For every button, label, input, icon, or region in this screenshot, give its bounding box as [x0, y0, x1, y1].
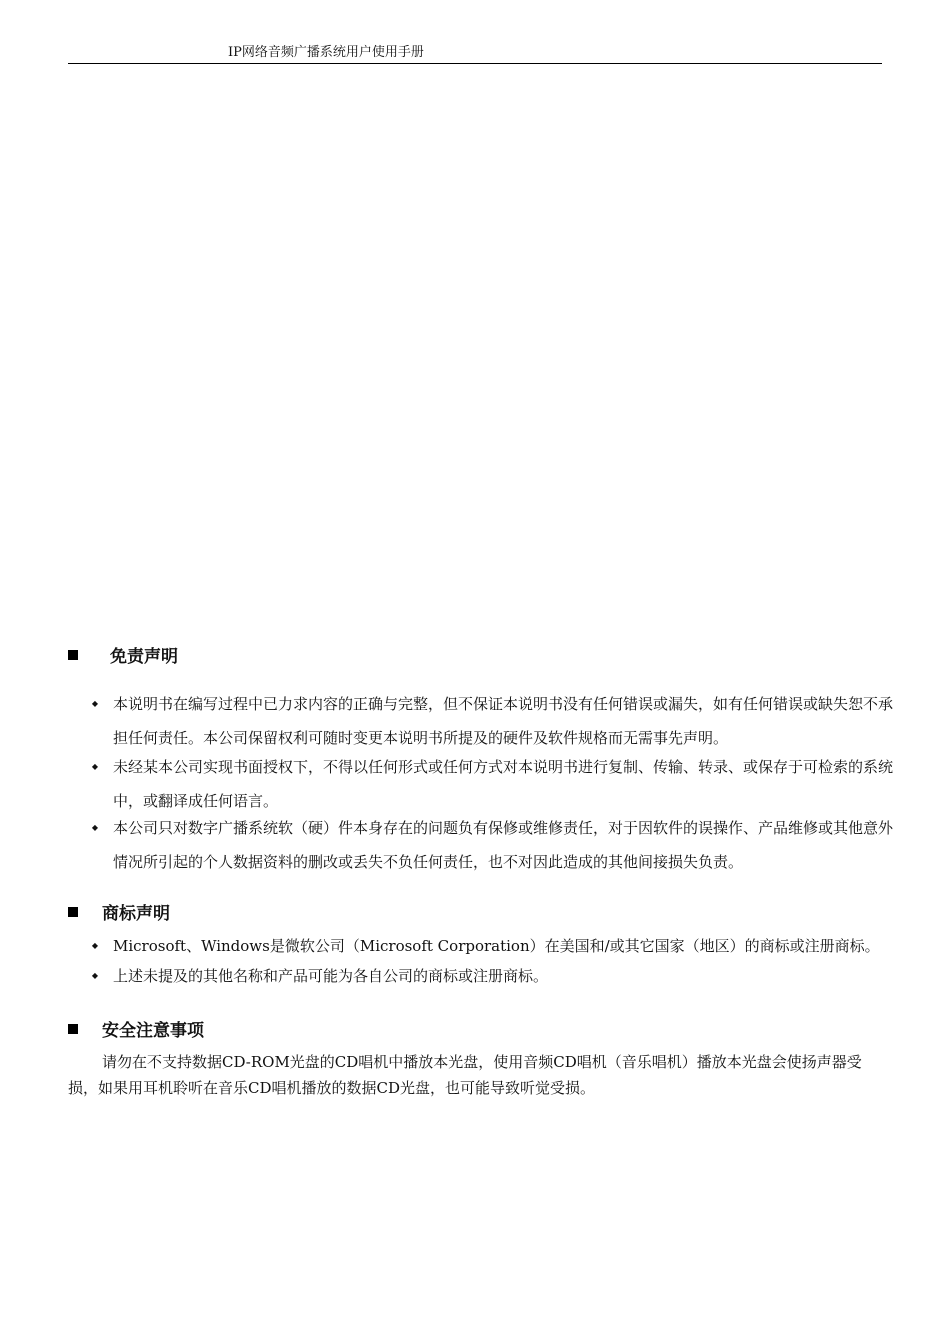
disclaimer-item: [90, 687, 900, 755]
trademark-item-text: 上述未提及的其他名称和产品可能为各自公司的商标或注册商标。: [113, 967, 549, 985]
diamond-bullet-icon: ◆: [91, 971, 99, 980]
header-title: IP网络音频广播系统用户使用手册: [228, 45, 424, 60]
diamond-bullet-icon: ◆: [91, 823, 99, 832]
trademark-item: [90, 959, 900, 993]
safety-heading-text: 安全注意事项: [102, 1021, 204, 1041]
disclaimer-item-text: 本说明书在编写过程中已力求内容的正确与完整，但不保证本说明书没有任何错误或漏失，如有任何错误或缺失恕不承担任何责任。本公司保留权利可随时变更本说明书所提及的硬件及软件规格而无需事先声明。: [113, 695, 894, 747]
trademark-heading-text: 商标声明: [102, 904, 170, 924]
diamond-bullet-icon: ◆: [91, 762, 99, 771]
disclaimer-item: [90, 811, 900, 879]
disclaimer-heading: [68, 646, 178, 668]
header-divider: [68, 63, 882, 64]
diamond-bullet-icon: ◆: [91, 699, 99, 708]
disclaimer-item: [90, 750, 900, 818]
trademark-item: [90, 929, 900, 963]
disclaimer-item-text: 本公司只对数字广播系统软（硬）件本身存在的问题负有保修或维修责任，对于因软件的误操作、产品维修或其他意外情况所引起的个人数据资料的删改或丢失不负任何责任，也不对因此造成的其他间接损失负责。: [113, 819, 894, 871]
trademark-heading: [68, 903, 170, 925]
black-square-icon: [68, 907, 78, 917]
safety-paragraph: 请勿在不支持数据CD-ROM光盘的CD唱机中播放本光盘，使用音频CD唱机（音乐唱机）播放本光盘会使扬声器受损，如果用耳机聆听在音乐CD唱机播放的数据CD光盘，也可能导致听觉受损。: [68, 1053, 862, 1097]
diamond-bullet-icon: ◆: [91, 941, 99, 950]
safety-heading: [68, 1020, 204, 1042]
black-square-icon: [68, 650, 78, 660]
disclaimer-heading-text: 免责声明: [110, 647, 178, 667]
disclaimer-item-text: 未经某本公司实现书面授权下，不得以任何形式或任何方式对本说明书进行复制、传输、转录、或保存于可检索的系统中，或翻译成任何语言。: [113, 758, 894, 810]
trademark-item-text: Microsoft、Windows是微软公司（Microsoft Corporation）在美国和/或其它国家（地区）的商标或注册商标。: [113, 937, 880, 955]
black-square-icon: [68, 1024, 78, 1034]
